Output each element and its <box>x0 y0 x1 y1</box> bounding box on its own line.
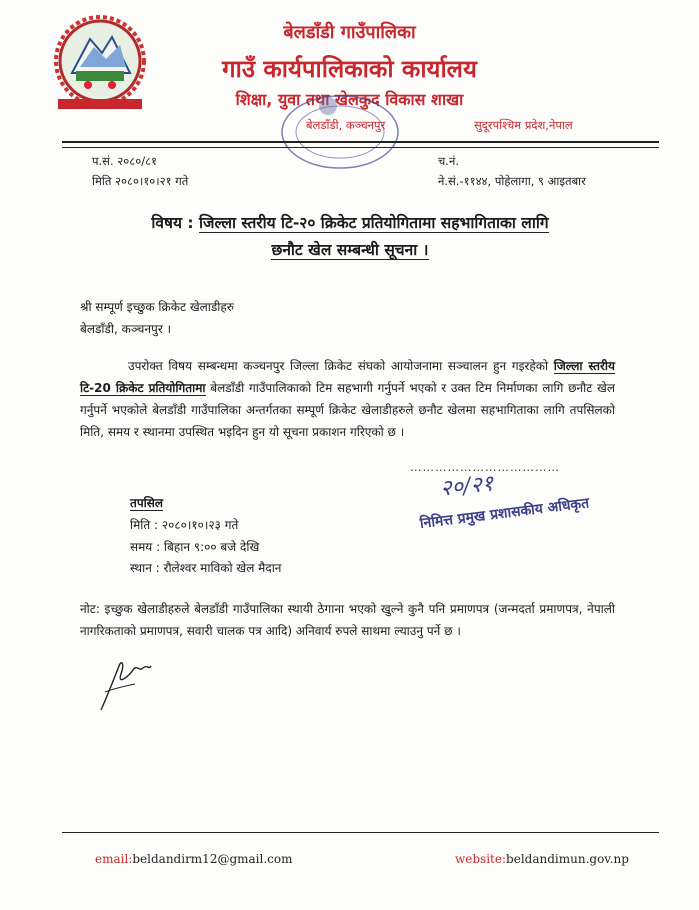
initials-signature-icon <box>95 652 155 714</box>
signature-title: निमित्त प्रमुख प्रशासकीय अधिकृत <box>419 495 590 532</box>
signature-scrawl-text: २०/२१ <box>438 471 495 502</box>
subject-prefix: विषय : <box>151 214 194 232</box>
location-right: सुदूरपश्चिम प्रदेश,नेपाल <box>474 118 573 132</box>
office-name: गाउँ कार्यपालिकाको कार्यालय <box>222 55 477 83</box>
office-stamp-icon <box>278 92 408 174</box>
footer-website-label: website: <box>455 852 507 866</box>
letter-date: मिति २०८०।१०।२१ गते <box>92 174 189 188</box>
footer-email-label: email: <box>95 852 133 866</box>
signature-scrawl <box>439 467 495 502</box>
note: नोट: इच्छुक खेलाडीहरुले बेलडाँडी गाउँपालिका स्थायी ठेगाना भएको खुल्ने कुनै पनि प्रमाणपत्र (जन्मदर्ता प्रमाणपत्र, नेपाली नागरिकताको प्रमाणपत्र, सवारी चालक पत्र आदि) अनिवार्य रुपले साथमा ल्याउनु पर्ने छ । <box>80 602 615 638</box>
recipient-line-1: श्री सम्पूर्ण इच्छुक क्रिकेट खेलाडीहरु <box>80 300 234 314</box>
header-rule-top <box>62 141 659 143</box>
dispatch-number: च.नं. <box>438 154 459 168</box>
footer-website <box>455 852 629 866</box>
details-heading-text: तपसिल <box>130 496 164 510</box>
body-part-2: बेलडाँडी गाउँपालिकाको टिम सहभागी गर्नुपर्ने भएको र उक्त टिम निर्माणका लागि छनौट खेल गर्नुपर्ने भएकोले बेलडाँडी गाउँपालिका अन्तर्गतका सम्पूर्ण क्रिकेट खेलाडीहरुले छनौट खेलमा सहभागिताका लागि तपसिलको मिति, समय र स्थानमा उपस्थित भइदिन हुन यो सूचना प्रकाशन गरिएको छ । <box>80 381 615 439</box>
signature-dots: ……………………………… <box>410 460 560 474</box>
details-heading <box>130 492 163 514</box>
details-date: मिति : २०८०।१०।२३ गते <box>130 518 239 532</box>
subject-line-1: जिल्ला स्तरीय टि-२० क्रिकेट प्रतियोगितामा सहभागिताका लागि <box>199 214 549 232</box>
details-time: समय : बिहान ९:०० बजे देखि <box>130 540 260 554</box>
details-place: स्थान : रौलेश्वर माविको खेल मैदान <box>130 561 282 575</box>
recipient-line-2: बेलडाँडी, कञ्चनपुर । <box>80 322 172 336</box>
body-part-1: उपरोक्त विषय सम्बन्धमा कञ्चनपुर जिल्ला क्रिकेट संघको आयोजनामा सञ्चालन हुन गइरहेको <box>128 359 554 373</box>
branch-name: शिक्षा, युवा तथा खेलकुद विकास शाखा <box>235 90 464 109</box>
municipality-name: बेलडाँडी गाउँपालिका <box>283 22 416 43</box>
location-left: बेलडाँडी, कञ्चनपुर <box>306 118 386 132</box>
letter-number: प.सं. २०८०/८१ <box>92 154 158 168</box>
footer-website-value[interactable]: beldandimun.gov.np <box>506 852 629 866</box>
body-paragraph <box>80 355 615 443</box>
nepal-sambat-date: ने.सं.-११४४, पोहेलागा, ९ आइतबार <box>438 174 586 188</box>
header-rule-bottom <box>62 147 659 148</box>
subject <box>100 210 600 264</box>
body-bold-tournament: जिल्ला स्तरीय टि-20 क्रिकेट प्रतियोगितामा <box>80 359 615 395</box>
footer-rule <box>62 832 659 833</box>
subject-line-2: छनौट खेल सम्बन्धी सूचना । <box>271 241 429 259</box>
footer-email-value[interactable]: beldandirm12@gmail.com <box>132 852 293 866</box>
footer-email <box>95 852 292 866</box>
